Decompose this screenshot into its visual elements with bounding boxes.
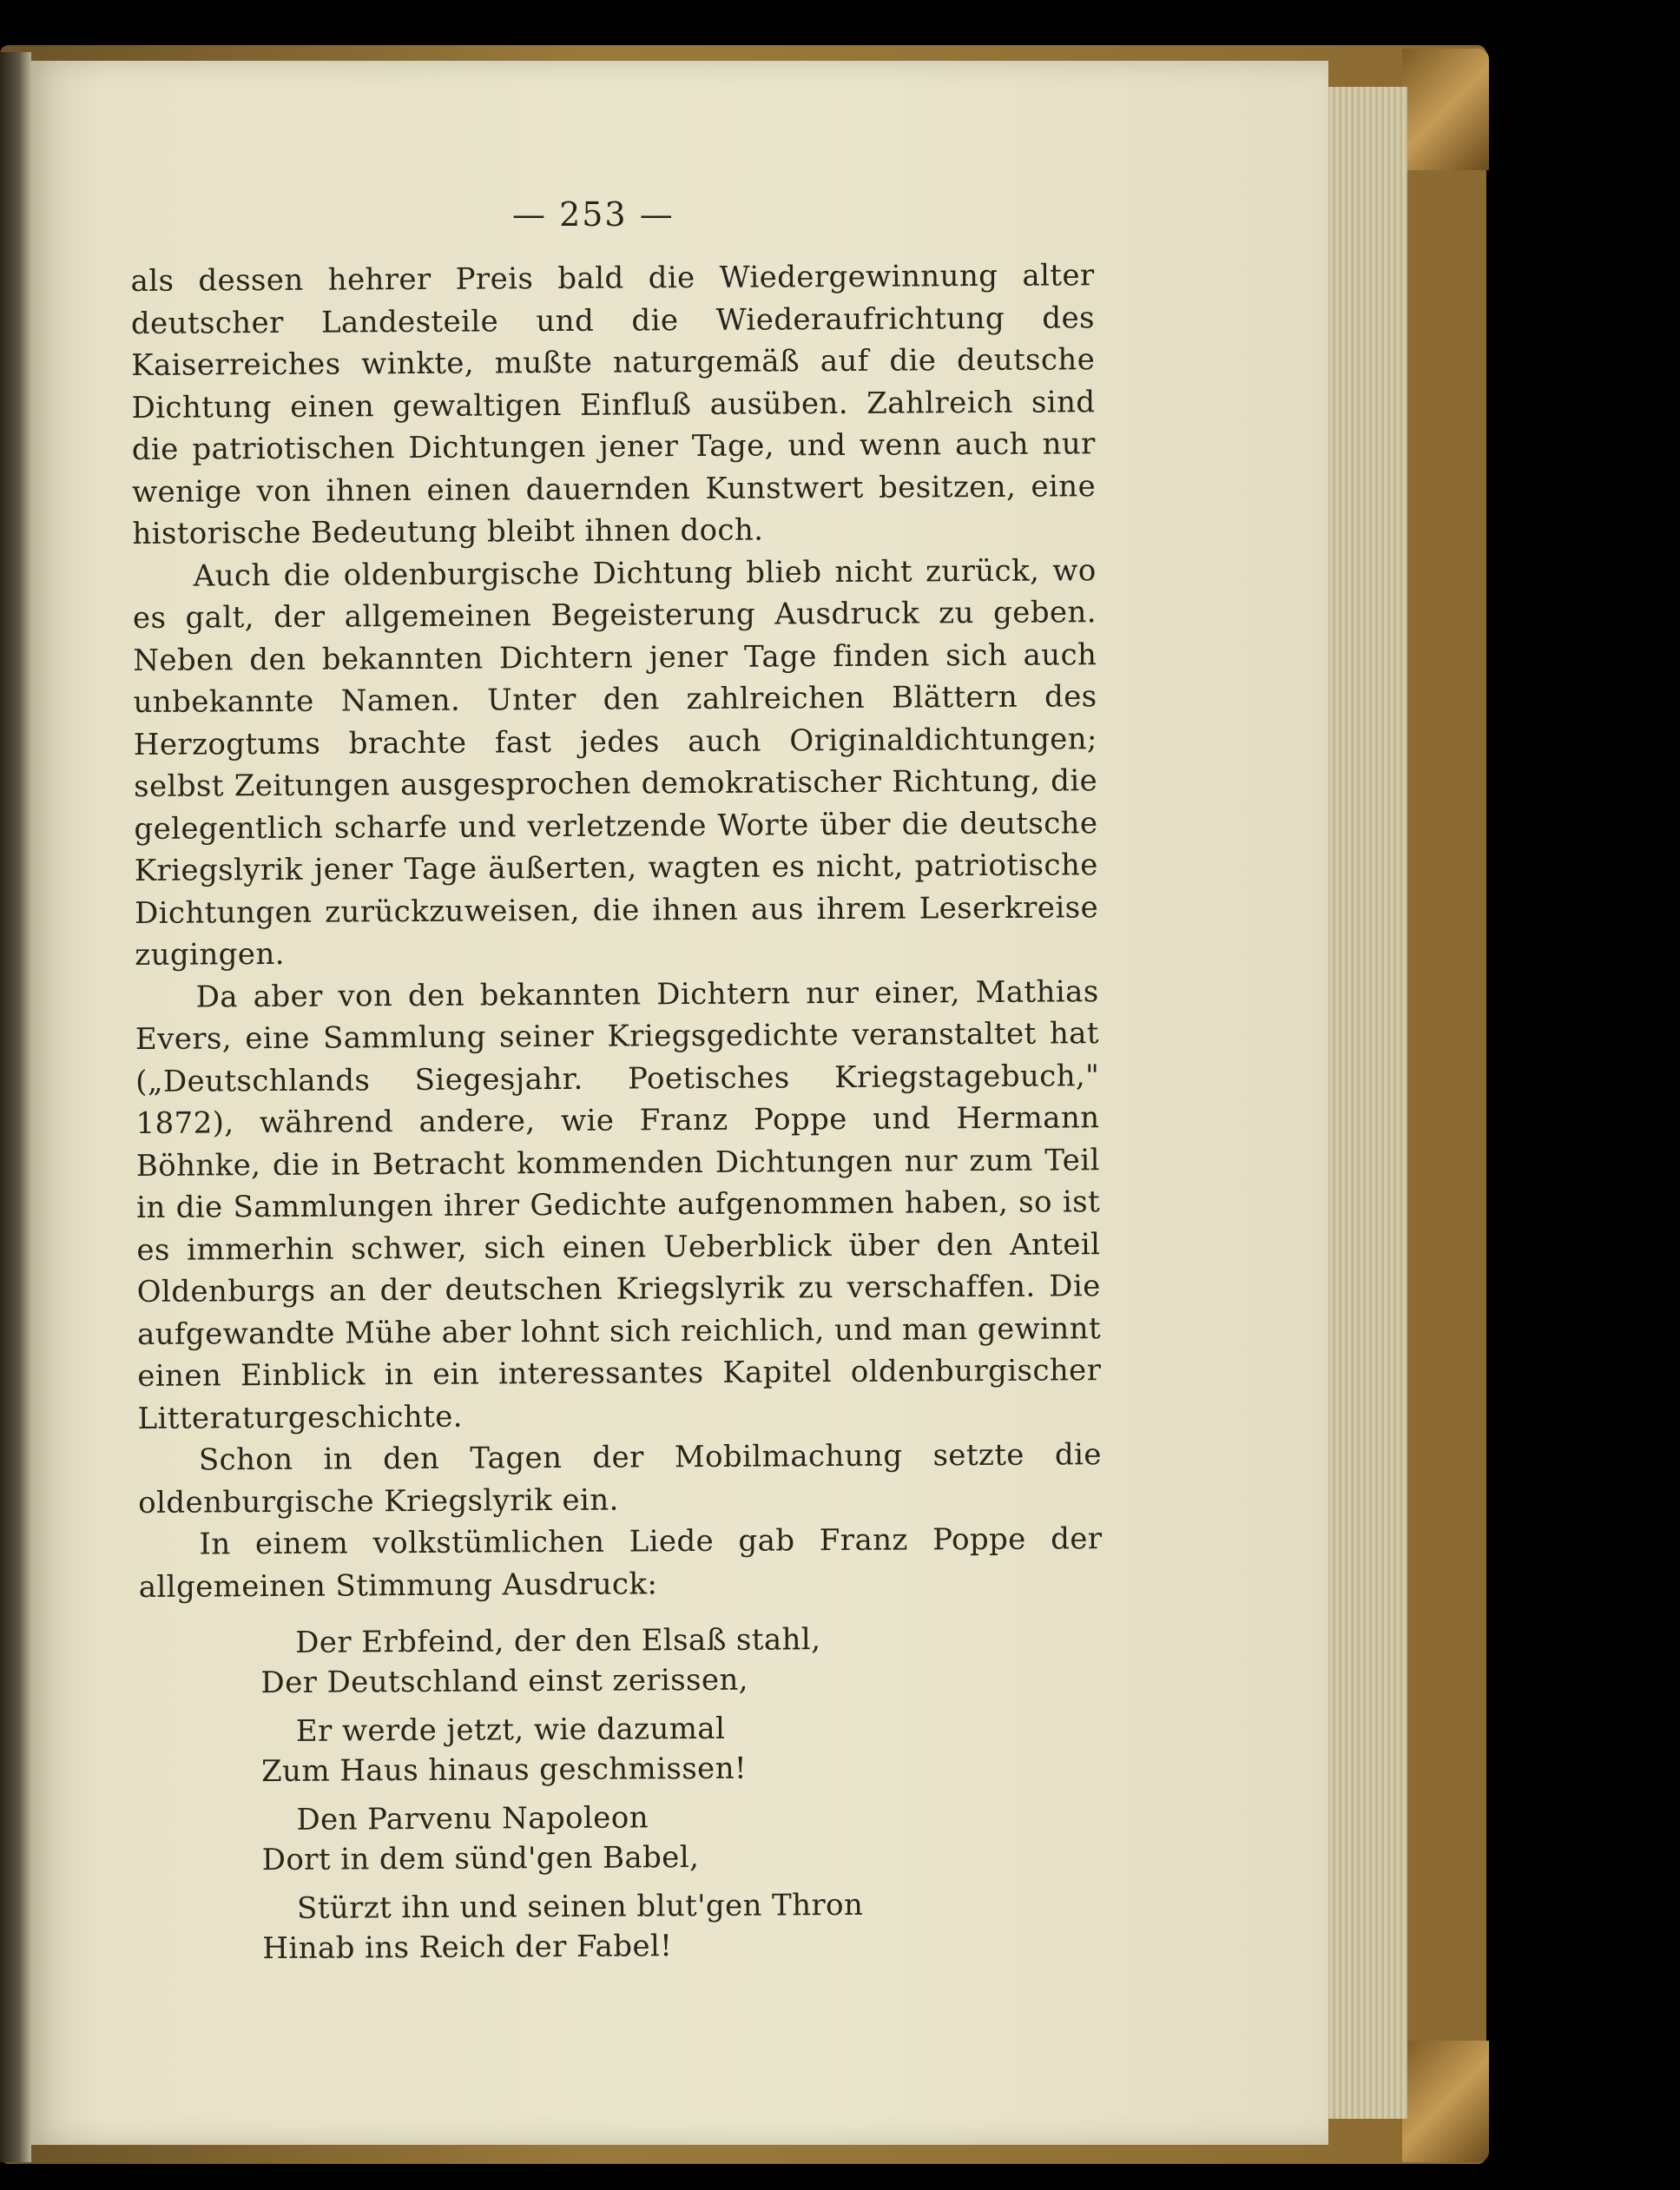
page-number: — 253 — [512, 195, 675, 234]
poem-stanza [261, 1706, 1104, 1791]
poem-line: Zum Haus hinaus geschmissen! [260, 1751, 748, 1790]
cover-corner-top-right [1402, 49, 1489, 170]
poem-line: Der Erbfeind, der den Elsaß stahl, [295, 1622, 821, 1660]
poem-line: Den Parvenu Napoleon [296, 1800, 649, 1837]
poem [260, 1618, 1104, 1969]
poem-line: Hinab ins Reich der Fabel! [262, 1929, 673, 1967]
poem-stanza [261, 1795, 1104, 1880]
poem-stanza [262, 1883, 1105, 1969]
poem-line: Er werde jetzt, wie dazumal [295, 1711, 726, 1749]
paragraph-5: In einem volkstümlichen Liede gab Franz Poppe der allgemeinen Stimmung Ausdruck: [138, 1521, 1103, 1605]
paragraph-1: als dessen hehrer Preis bald die Wiedergewinnung alter deutscher Landesteile und die Wiederaufrichtung des Kaiserreiches winkte, mußte naturgemäß auf die deutsche Dichtung einen gewaltigen Einfluß ausüben. Zahlreich sind die patriotischen Dichtungen jener Tage, und wenn auch nur wenige von ihnen einen dauernden Kunstwert besitzen, eine historische Bedeutung bleibt ihnen doch. [130, 258, 1097, 551]
paragraph-2: Auch die oldenburgische Dichtung blieb nicht zurück, wo es galt, der allgemeinen Begeisterung Ausdruck zu geben. Neben den bekannten Dichtern jener Tage finden sich auch unbekannte Namen. Unter den zahlreichen Blättern des Herzogtums brachte fast jedes auch Originaldichtungen; selbst Zeitungen ausgesprochen demokratischer Richtung, die gelegentlich scharfe und verletzende Worte über die deutsche Kriegslyrik jener Tage äußerten, wagten es nicht, patriotische Dichtungen zurückzuweisen, die ihnen aus ihrem Leserkreise zugingen. [132, 552, 1099, 973]
poem-line: Dort in dem sünd'gen Babel, [261, 1840, 700, 1878]
paragraph-3: Da aber von den bekannten Dichtern nur einer, Mathias Evers, eine Sammlung seiner Kriegsgedichte veranstaltet hat („Deutschlands Siegesjahr. Poetisches Kriegstagebuch," 1872), während andere, wie Franz Poppe und Hermann Böhnke, die in Betracht kommenden Dichtungen nur zum Teil in die Sammlungen ihrer Gedichte aufgenommen haben, so ist es immerhin schwer, sich einen Ueberblick über den Anteil Oldenburgs an der deutschen Kriegslyrik zu verschaffen. Die aufgewandte Mühe aber lohnt sich reichlich, und man gewinnt einen Einblick in ein interessantes Kapitel oldenburgischer Litteraturgeschichte. [135, 973, 1102, 1436]
previous-page-edge [0, 52, 31, 2162]
page-body [130, 189, 1105, 1978]
paragraph-4: Schon in den Tagen der Mobilmachung setzte die oldenburgische Kriegslyrik ein. [138, 1437, 1103, 1520]
poem-line: Stürzt ihn und seinen blut'gen Thron [296, 1887, 864, 1926]
poem-stanza [260, 1618, 1104, 1703]
cover-corner-bottom-right [1402, 2041, 1489, 2162]
poem-line: Der Deutschland einst zerissen, [260, 1662, 749, 1701]
